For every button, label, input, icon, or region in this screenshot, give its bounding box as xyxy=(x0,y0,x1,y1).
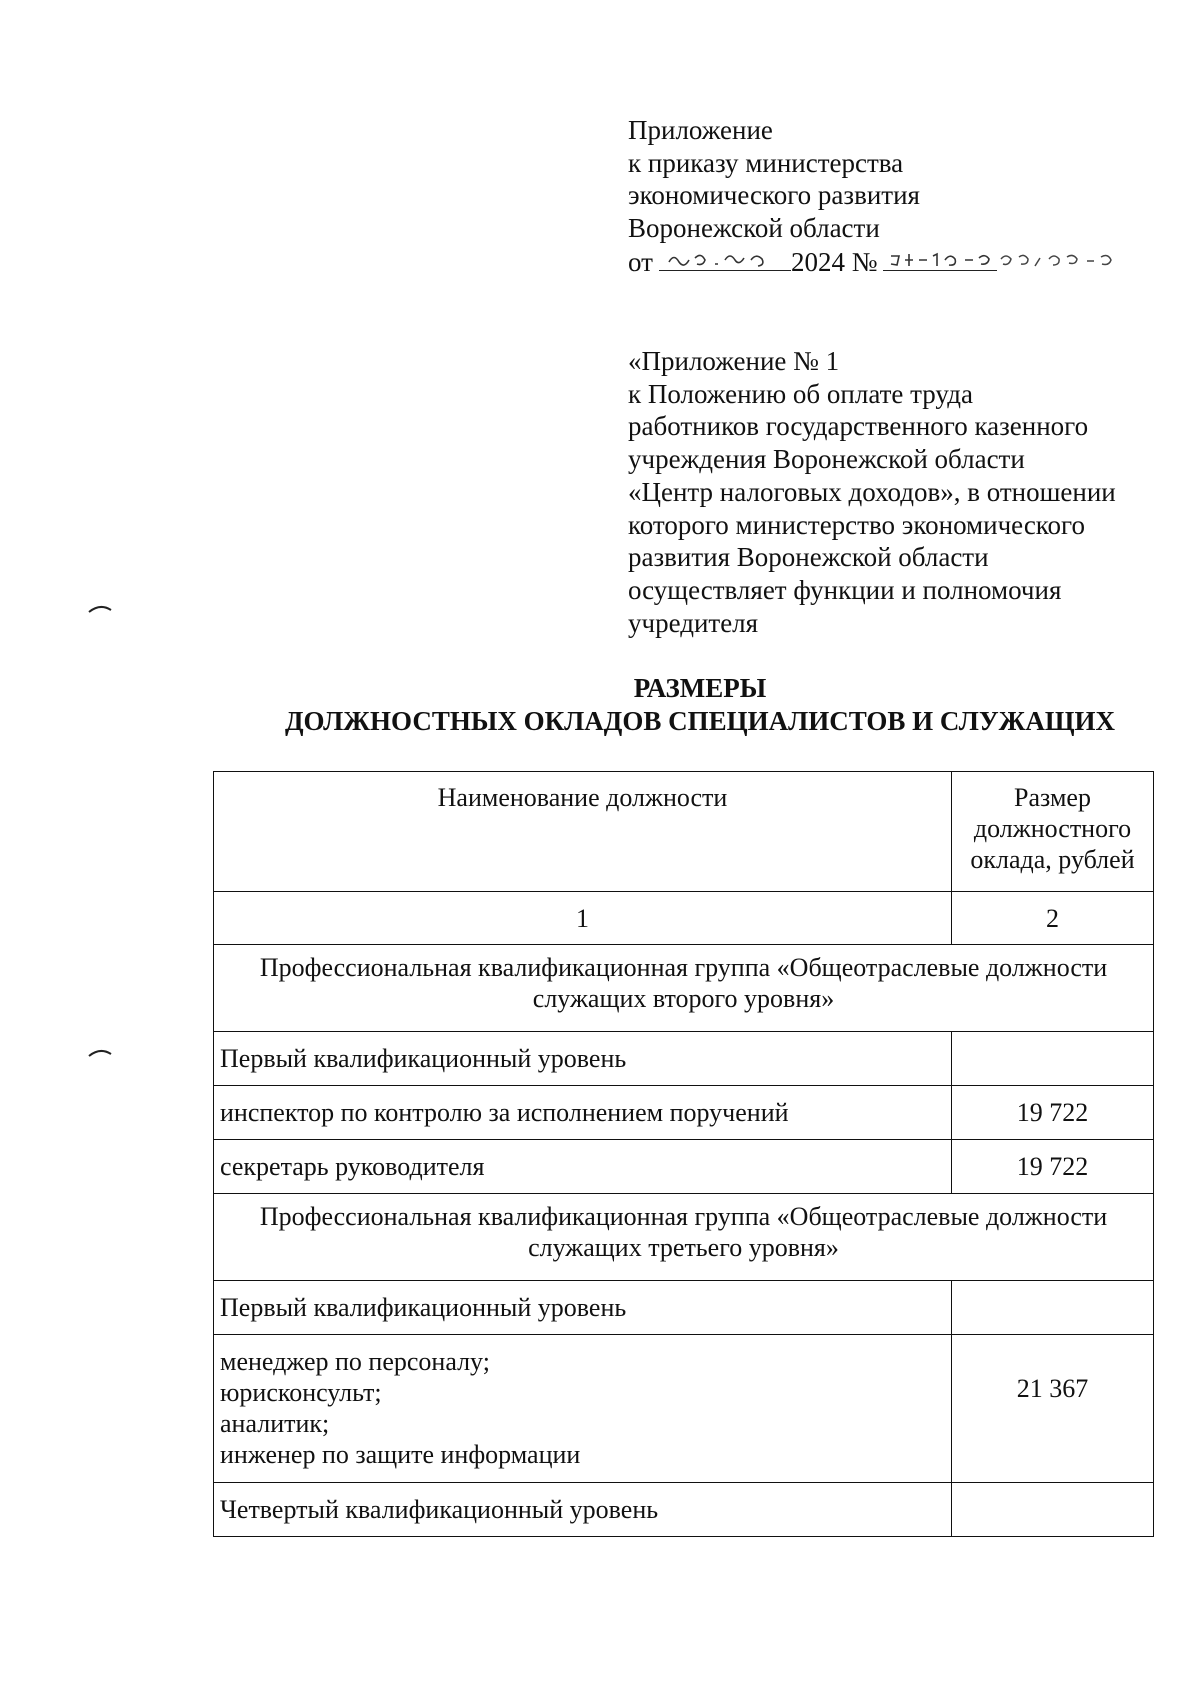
position-name-line: инженер по защите информации xyxy=(220,1440,581,1469)
appendix-line: учреждения Воронежской области xyxy=(628,444,1025,475)
order-year: 2024 xyxy=(790,247,845,277)
table-row xyxy=(214,1194,1154,1281)
document-title xyxy=(200,672,1200,738)
salary-value-cell xyxy=(952,1032,1154,1086)
position-name-cell: секретарь руководителя xyxy=(214,1140,952,1194)
salary-value-cell xyxy=(952,1483,1154,1537)
table-header-row xyxy=(214,772,1154,892)
handwritten-number-tail xyxy=(997,245,1147,271)
salary-table xyxy=(213,771,1154,1537)
column-number: 1 xyxy=(214,892,952,945)
header-salary-line: должностного xyxy=(973,814,1132,843)
group-line: служащих второго уровня» xyxy=(532,984,835,1013)
appendix-line: к Положению об оплате труда xyxy=(628,378,973,409)
date-prefix: от xyxy=(628,247,653,277)
level-name-cell: Первый квалификационный уровень xyxy=(214,1032,952,1086)
table-row xyxy=(214,1483,1154,1537)
table-row xyxy=(214,1086,1154,1140)
column-number-row xyxy=(214,892,1154,945)
level-name-cell: Первый квалификационный уровень xyxy=(214,1281,952,1335)
header-line: Приложение xyxy=(628,115,773,145)
table-row xyxy=(214,945,1154,1032)
position-list-cell xyxy=(214,1335,952,1483)
header-line: экономического развития xyxy=(628,180,920,210)
title-line: РАЗМЕРЫ xyxy=(633,673,767,703)
table-row xyxy=(214,1032,1154,1086)
table-row xyxy=(214,1140,1154,1194)
approval-header xyxy=(628,114,1147,279)
table-row xyxy=(214,1335,1154,1483)
position-name-cell: инспектор по контролю за исполнением поручений xyxy=(214,1086,952,1140)
column-number: 2 xyxy=(952,892,1154,945)
handwritten-number xyxy=(883,244,997,271)
appendix-line: учредителя xyxy=(628,607,759,638)
position-name-line: менеджер по персоналу; xyxy=(220,1347,490,1376)
salary-value-cell: 19 722 xyxy=(952,1140,1154,1194)
scan-margin-mark xyxy=(88,604,112,614)
group-line: служащих третьего уровня» xyxy=(528,1233,839,1262)
header-salary-line: Размер xyxy=(1014,783,1091,812)
header-position-name: Наименование должности xyxy=(214,772,952,892)
table-row xyxy=(214,1281,1154,1335)
salary-value-cell: 19 722 xyxy=(952,1086,1154,1140)
header-salary-size xyxy=(952,772,1154,892)
salary-value-cell xyxy=(952,1281,1154,1335)
handwritten-date xyxy=(659,244,791,271)
header-line: Воронежской области xyxy=(628,212,880,243)
scan-margin-mark xyxy=(88,1048,112,1058)
qualification-group-cell xyxy=(214,945,1154,1032)
level-name-cell: Четвертый квалификационный уровень xyxy=(214,1483,952,1537)
group-line: Профессиональная квалификационная группа «Общеотраслевые должности xyxy=(259,953,1108,982)
header-salary-line: оклада, рублей xyxy=(970,845,1135,874)
appendix-line: работников государственного казенного xyxy=(628,411,1089,442)
number-sign: № xyxy=(851,247,878,277)
position-name-line: юрисконсульт; xyxy=(220,1378,382,1407)
appendix-line: которого министерство экономического xyxy=(628,509,1085,540)
appendix-line: развития Воронежской области xyxy=(628,542,989,573)
group-line: Профессиональная квалификационная группа «Общеотраслевые должности xyxy=(259,1202,1108,1231)
appendix-header xyxy=(628,345,1116,639)
appendix-line: осуществляет функции и полномочия xyxy=(628,574,1062,605)
order-date-number-line xyxy=(628,244,1147,279)
qualification-group-cell xyxy=(214,1194,1154,1281)
appendix-line: «Приложение № 1 xyxy=(628,346,840,376)
salary-value-cell: 21 367 xyxy=(952,1335,1154,1483)
title-line: ДОЛЖНОСТНЫХ ОКЛАДОВ СПЕЦИАЛИСТОВ И СЛУЖАЩИХ xyxy=(284,706,1116,736)
appendix-line: «Центр налоговых доходов», в отношении xyxy=(628,476,1116,507)
position-name-line: аналитик; xyxy=(220,1409,330,1438)
header-line: к приказу министерства xyxy=(628,147,904,178)
